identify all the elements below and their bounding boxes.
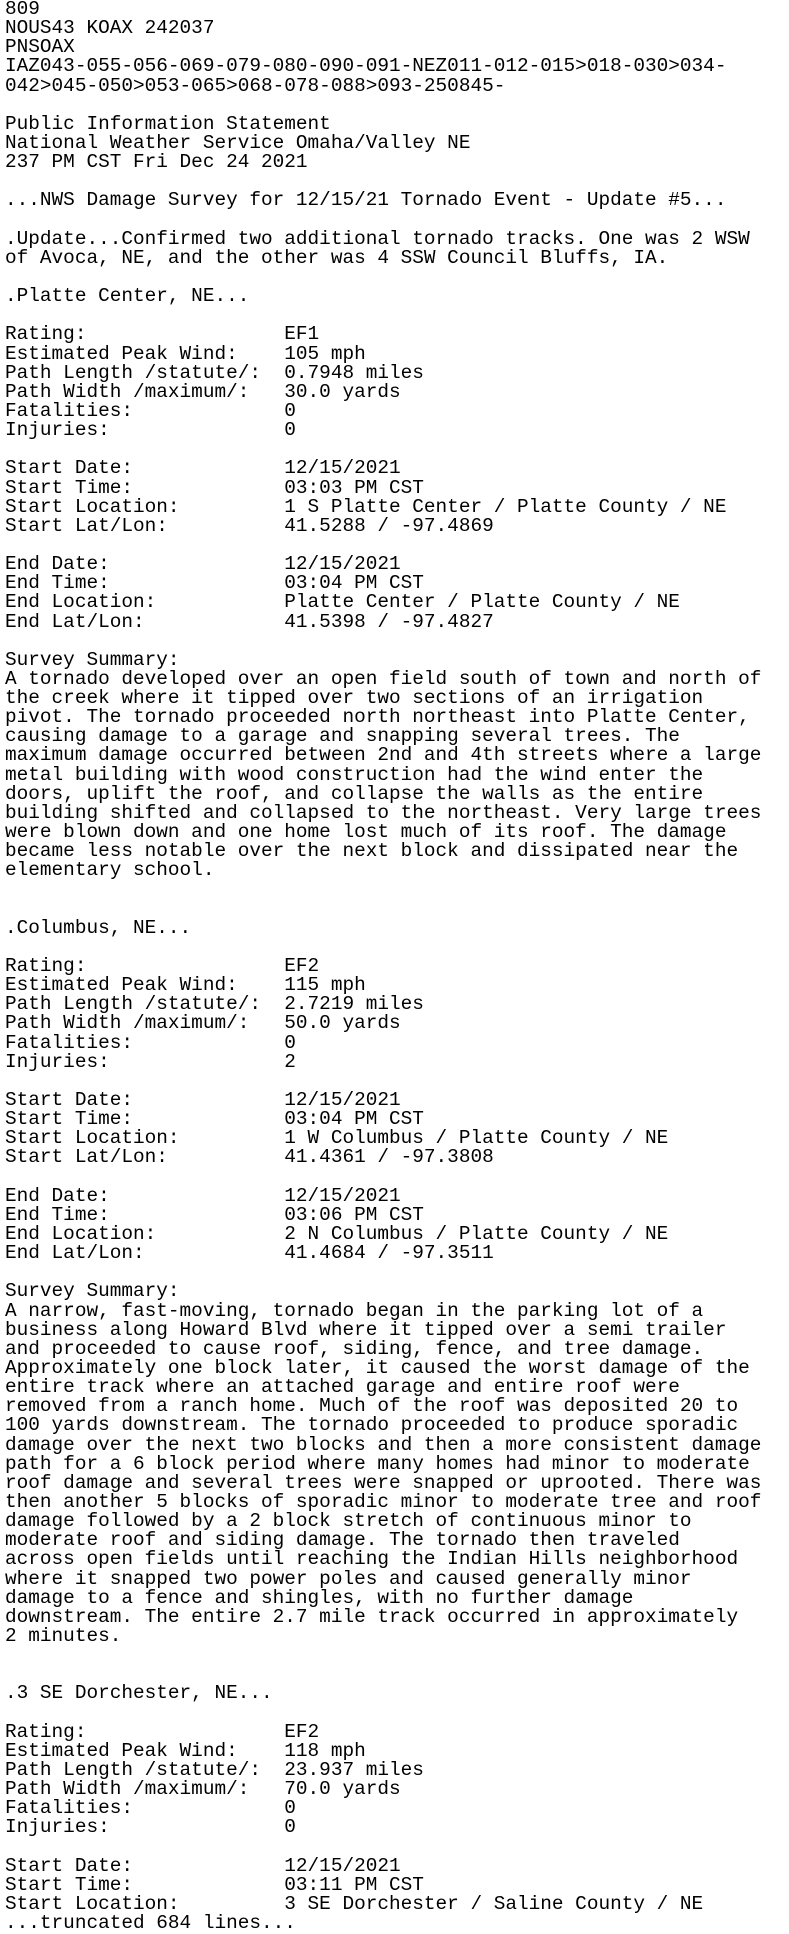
text-line: [5, 96, 789, 115]
text-line: roof damage and several trees were snapped or uprooted. There was: [5, 1471, 762, 1494]
text-line: doors, uplift the roof, and collapse the walls as the entire: [5, 782, 704, 805]
text-line: [5, 1704, 789, 1723]
text-line: then another 5 blocks of sporadic minor to moderate tree and roof: [5, 1490, 762, 1513]
text-line: Survey Summary:: [5, 1280, 180, 1303]
text-line: End Location: Platte Center / Platte County / NE: [5, 591, 680, 614]
text-line: damage to a fence and shingles, with no further damage: [5, 1586, 634, 1609]
text-line: moderate roof and siding damage. The tornado then traveled: [5, 1529, 680, 1552]
text-line: Fatalities: 0: [5, 399, 296, 422]
text-line: Injuries: 0: [5, 1816, 296, 1839]
text-line: .Columbus, NE...: [5, 916, 192, 939]
text-line: End Time: 03:06 PM CST: [5, 1203, 424, 1226]
text-line: Start Time: 03:03 PM CST: [5, 476, 424, 499]
text-line: Start Location: 3 SE Dorchester / Saline County / NE: [5, 1892, 704, 1915]
text-line: 042>045-050>053-065>068-078-088>093-250845-: [5, 74, 506, 97]
text-line: Fatalities: 0: [5, 1797, 296, 1820]
text-line: 2 minutes.: [5, 1624, 122, 1647]
text-line: Start Time: 03:11 PM CST: [5, 1873, 424, 1896]
text-line: Start Date: 12/15/2021: [5, 1089, 401, 1112]
text-line: building shifted and collapsed to the northeast. Very large trees: [5, 801, 762, 824]
text-line: .Update...Confirmed two additional tornado tracks. One was 2 WSW: [5, 227, 750, 250]
text-line: [5, 632, 789, 651]
text-line: End Time: 03:04 PM CST: [5, 572, 424, 595]
text-line: National Weather Service Omaha/Valley NE: [5, 131, 471, 154]
text-line: removed from a ranch home. Much of the roof was deposited 20 to: [5, 1395, 739, 1418]
text-line: .Platte Center, NE...: [5, 285, 250, 308]
text-line: Estimated Peak Wind: 118 mph: [5, 1739, 366, 1762]
text-line: Injuries: 0: [5, 419, 296, 442]
text-line: ...NWS Damage Survey for 12/15/21 Tornado Event - Update #5...: [5, 189, 727, 212]
text-line: Rating: EF1: [5, 323, 320, 346]
text-line: 237 PM CST Fri Dec 24 2021: [5, 151, 308, 174]
text-line: business along Howard Blvd where it tipped over a semi trailer: [5, 1318, 727, 1341]
text-line: NOUS43 KOAX 242037: [5, 17, 215, 40]
text-line: causing damage to a garage and snapping several trees. The: [5, 725, 680, 748]
text-line: Path Length /statute/: 0.7948 miles: [5, 361, 424, 384]
text-line: path for a 6 block period where many homes had minor to moderate: [5, 1452, 750, 1475]
text-line: ...truncated 684 lines...: [5, 1912, 296, 1934]
text-line: Start Lat/Lon: 41.4361 / -97.3808: [5, 1146, 494, 1169]
text-line: Start Location: 1 S Platte Center / Platte County / NE: [5, 495, 727, 518]
text-line: Start Lat/Lon: 41.5288 / -97.4869: [5, 514, 494, 537]
text-line: Path Width /maximum/: 30.0 yards: [5, 380, 401, 403]
text-line: Path Length /statute/: 2.7219 miles: [5, 993, 424, 1016]
text-line: A narrow, fast-moving, tornado began in the parking lot of a: [5, 1299, 704, 1322]
text-line: Path Length /statute/: 23.937 miles: [5, 1758, 424, 1781]
text-line: elementary school.: [5, 859, 215, 882]
text-line: Start Date: 12/15/2021: [5, 1854, 401, 1877]
text-line: Survey Summary:: [5, 648, 180, 671]
text-line: Start Date: 12/15/2021: [5, 457, 401, 480]
text-line: became less notable over the next block and dissipated near the: [5, 840, 739, 863]
text-line: 100 yards downstream. The tornado proceeded to produce sporadic: [5, 1414, 739, 1437]
text-line: Approximately one block later, it caused the worst damage of the: [5, 1356, 750, 1379]
text-line: Public Information Statement: [5, 112, 331, 135]
text-line: Start Time: 03:04 PM CST: [5, 1108, 424, 1131]
text-line: Path Width /maximum/: 70.0 yards: [5, 1778, 401, 1801]
text-line: End Lat/Lon: 41.5398 / -97.4827: [5, 610, 494, 633]
text-line: Fatalities: 0: [5, 1031, 296, 1054]
text-line: of Avoca, NE, and the other was 4 SSW Council Bluffs, IA.: [5, 246, 669, 269]
text-line: End Location: 2 N Columbus / Platte County / NE: [5, 1223, 669, 1245]
text-line: the creek where it tipped over two sections of an irrigation: [5, 687, 704, 710]
text-line: [5, 880, 789, 899]
text-line: Path Width /maximum/: 50.0 yards: [5, 1012, 401, 1035]
text-line: Injuries: 2: [5, 1050, 296, 1073]
text-line: End Date: 12/15/2021: [5, 1184, 401, 1207]
text-line: [5, 1838, 789, 1857]
text-line: damage over the next two blocks and then a more consistent damage: [5, 1433, 762, 1456]
text-line: [5, 900, 789, 919]
text-line: metal building with wood construction had the wind enter the: [5, 763, 704, 786]
text-line: Estimated Peak Wind: 105 mph: [5, 342, 366, 365]
text-line: across open fields until reaching the Indian Hills neighborhood: [5, 1548, 739, 1571]
text-line: Estimated Peak Wind: 115 mph: [5, 974, 366, 997]
text-line: IAZ043-055-056-069-079-080-090-091-NEZ011-012-015>018-030>034-: [5, 55, 727, 78]
text-line: where it snapped two power poles and caused generally minor: [5, 1567, 692, 1590]
text-line: maximum damage occurred between 2nd and 4th streets where a large: [5, 744, 762, 767]
text-line: Rating: EF2: [5, 955, 320, 978]
text-line: [5, 1168, 789, 1187]
text-line: End Date: 12/15/2021: [5, 553, 401, 576]
text-line: [5, 1646, 789, 1665]
text-line: A tornado developed over an open field south of town and north of: [5, 667, 762, 690]
text-line: pivot. The tornado proceeded north northeast into Platte Center,: [5, 706, 750, 729]
text-line: damage followed by a 2 block stretch of continuous minor to: [5, 1510, 692, 1533]
text-line: End Lat/Lon: 41.4684 / -97.3511: [5, 1242, 494, 1265]
text-line: were blown down and one home lost much of its roof. The damage: [5, 821, 727, 844]
text-line: Start Location: 1 W Columbus / Platte County / NE: [5, 1127, 669, 1150]
text-line: PNSOAX: [5, 36, 75, 59]
text-line: 809: [5, 0, 40, 20]
text-line: .3 SE Dorchester, NE...: [5, 1682, 273, 1705]
text-line: Rating: EF2: [5, 1720, 320, 1743]
text-line: [5, 211, 789, 230]
text-line: and proceeded to cause roof, siding, fence, and tree damage.: [5, 1337, 704, 1360]
text-line: entire track where an attached garage and entire roof were: [5, 1376, 680, 1399]
text-line: downstream. The entire 2.7 mile track occurred in approximately: [5, 1605, 739, 1628]
